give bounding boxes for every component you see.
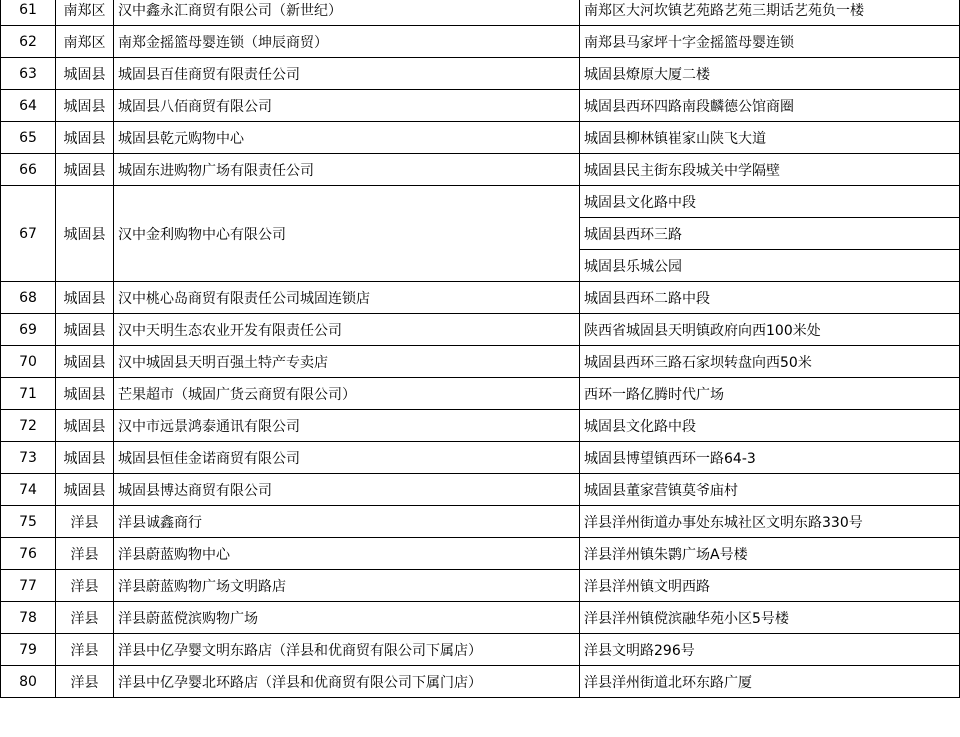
- district-cell: 城固县: [56, 90, 114, 122]
- district-cell: 洋县: [56, 570, 114, 602]
- district-cell: 城固县: [56, 442, 114, 474]
- table-row: [1, 602, 960, 634]
- district-cell: 城固县: [56, 154, 114, 186]
- district-cell: 城固县: [56, 282, 114, 314]
- address-cell: 城固县乐城公园: [580, 250, 960, 282]
- company-name-cell: 汉中城固县天明百强土特产专卖店: [114, 346, 580, 378]
- row-number: 74: [1, 474, 56, 506]
- company-name-cell: 汉中天明生态农业开发有限责任公司: [114, 314, 580, 346]
- district-cell: 南郑区: [56, 26, 114, 58]
- table-row: [1, 634, 960, 666]
- table-row: [1, 346, 960, 378]
- district-cell: 城固县: [56, 314, 114, 346]
- district-cell: 洋县: [56, 538, 114, 570]
- row-number: 63: [1, 58, 56, 90]
- address-cell: 城固县博望镇西环一路64-3: [580, 442, 960, 474]
- address-cell: 城固县西环四路南段麟德公馆商圈: [580, 90, 960, 122]
- row-number: 68: [1, 282, 56, 314]
- district-cell: 洋县: [56, 634, 114, 666]
- row-number: 80: [1, 666, 56, 698]
- table-row: [1, 26, 960, 58]
- address-cell: 西环一路亿腾时代广场: [580, 378, 960, 410]
- address-cell: 城固县西环三路石家坝转盘向西50米: [580, 346, 960, 378]
- company-name-cell: 芒果超市（城固广货云商贸有限公司）: [114, 378, 580, 410]
- row-number: 73: [1, 442, 56, 474]
- company-name-cell: 南郑金摇篮母婴连锁（坤辰商贸）: [114, 26, 580, 58]
- district-cell: 南郑区: [56, 0, 114, 26]
- table-row: [1, 282, 960, 314]
- company-name-cell: 城固县八佰商贸有限公司: [114, 90, 580, 122]
- address-cell: 陕西省城固县天明镇政府向西100米处: [580, 314, 960, 346]
- company-name-cell: 城固县乾元购物中心: [114, 122, 580, 154]
- table-row: [1, 378, 960, 410]
- address-cell: 南郑县马家坪十字金摇篮母婴连锁: [580, 26, 960, 58]
- store-table-body: [1, 0, 960, 698]
- row-number: 79: [1, 634, 56, 666]
- address-cell: 城固县民主街东段城关中学隔壁: [580, 154, 960, 186]
- row-number: 78: [1, 602, 56, 634]
- address-cell: 城固县西环二路中段: [580, 282, 960, 314]
- address-cell: 城固县文化路中段: [580, 186, 960, 218]
- company-name-cell: 洋县中亿孕婴北环路店（洋县和优商贸有限公司下属门店）: [114, 666, 580, 698]
- row-number: 75: [1, 506, 56, 538]
- company-name-cell: 汉中金利购物中心有限公司: [114, 186, 580, 282]
- table-row: [1, 154, 960, 186]
- address-cell: 洋县洋州镇傥滨融华苑小区5号楼: [580, 602, 960, 634]
- row-number: 72: [1, 410, 56, 442]
- address-cell: 洋县洋州街道办事处东城社区文明东路330号: [580, 506, 960, 538]
- table-row: [1, 506, 960, 538]
- table-row: [1, 90, 960, 122]
- company-name-cell: 洋县中亿孕婴文明东路店（洋县和优商贸有限公司下属店）: [114, 634, 580, 666]
- table-row: [1, 442, 960, 474]
- company-name-cell: 洋县诚鑫商行: [114, 506, 580, 538]
- row-number: 64: [1, 90, 56, 122]
- row-number: 66: [1, 154, 56, 186]
- table-row: [1, 538, 960, 570]
- company-name-cell: 汉中桃心岛商贸有限责任公司城固连锁店: [114, 282, 580, 314]
- address-cell: 洋县文明路296号: [580, 634, 960, 666]
- district-cell: 城固县: [56, 58, 114, 90]
- table-row: [1, 410, 960, 442]
- table-row: [1, 314, 960, 346]
- table-row: [1, 122, 960, 154]
- district-cell: 城固县: [56, 186, 114, 282]
- district-cell: 城固县: [56, 410, 114, 442]
- table-row: [1, 570, 960, 602]
- table-row: [1, 58, 960, 90]
- district-cell: 城固县: [56, 122, 114, 154]
- company-name-cell: 洋县蔚蓝购物中心: [114, 538, 580, 570]
- district-cell: 洋县: [56, 506, 114, 538]
- table-row: [1, 0, 960, 26]
- row-number: 61: [1, 0, 56, 26]
- row-number: 67: [1, 186, 56, 282]
- table-row: [1, 474, 960, 506]
- company-name-cell: 城固县恒佳金诺商贸有限公司: [114, 442, 580, 474]
- row-number: 70: [1, 346, 56, 378]
- address-cell: 南郑区大河坎镇艺苑路艺苑三期话艺苑负一楼: [580, 0, 960, 26]
- row-number: 62: [1, 26, 56, 58]
- district-cell: 洋县: [56, 602, 114, 634]
- company-name-cell: 洋县蔚蓝傥滨购物广场: [114, 602, 580, 634]
- district-cell: 城固县: [56, 346, 114, 378]
- address-cell: 洋县洋州街道北环东路广厦: [580, 666, 960, 698]
- row-number: 71: [1, 378, 56, 410]
- row-number: 69: [1, 314, 56, 346]
- table-row: [1, 666, 960, 698]
- address-cell: 洋县洋州镇朱鹮广场A号楼: [580, 538, 960, 570]
- address-cell: 城固县柳林镇崔家山陕飞大道: [580, 122, 960, 154]
- company-name-cell: 汉中市远景鸿泰通讯有限公司: [114, 410, 580, 442]
- address-cell: 城固县文化路中段: [580, 410, 960, 442]
- address-cell: 城固县董家营镇莫爷庙村: [580, 474, 960, 506]
- company-name-cell: 城固县博达商贸有限公司: [114, 474, 580, 506]
- company-name-cell: 汉中鑫永汇商贸有限公司（新世纪）: [114, 0, 580, 26]
- address-cell: 城固县西环三路: [580, 218, 960, 250]
- row-number: 76: [1, 538, 56, 570]
- row-number: 77: [1, 570, 56, 602]
- table-row: [1, 186, 960, 218]
- row-number: 65: [1, 122, 56, 154]
- district-cell: 城固县: [56, 474, 114, 506]
- company-name-cell: 城固县百佳商贸有限责任公司: [114, 58, 580, 90]
- company-name-cell: 城固东进购物广场有限责任公司: [114, 154, 580, 186]
- company-name-cell: 洋县蔚蓝购物广场文明路店: [114, 570, 580, 602]
- address-cell: 洋县洋州镇文明西路: [580, 570, 960, 602]
- address-cell: 城固县燎原大厦二楼: [580, 58, 960, 90]
- district-cell: 城固县: [56, 378, 114, 410]
- district-cell: 洋县: [56, 666, 114, 698]
